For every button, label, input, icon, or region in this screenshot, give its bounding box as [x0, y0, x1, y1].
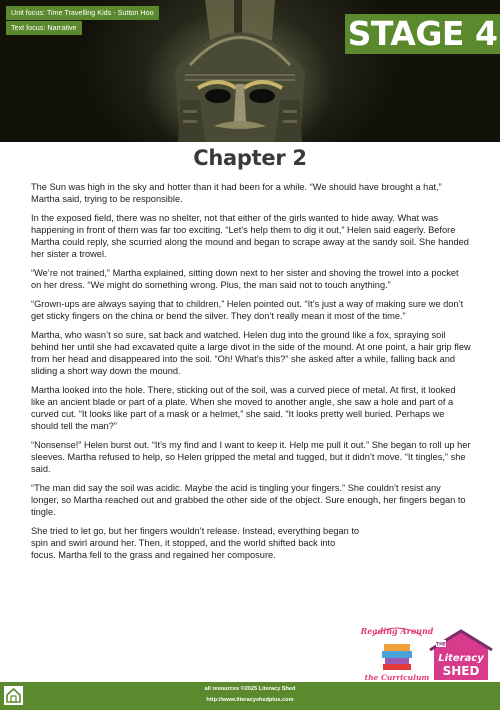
- paragraph: “We’re not trained,” Martha explained, sitting down next to her sister and shoving the trowel into a pocket on her dress. “We might do something wrong. Plus, the man said not to touch anything.”: [31, 268, 459, 291]
- paragraph: The Sun was high in the sky and hotter than it had been for a while. “We should have brought a hat,” Martha said, trying to be responsible.: [31, 182, 442, 205]
- paragraph: Martha looked into the hole. There, sticking out of the soil, was a curved piece of metal. At first, it looked like an ancient blade or part of a plate. When she moved to another angle, she saw a hole and part of a curved cut. “It looks like part of a mask or a helmet,” she said. “It looks pretty well buried. Perhaps we should tell the man?”: [31, 384, 456, 432]
- story-text: [31, 181, 471, 568]
- paragraph: Martha, who wasn’t so sure, sat back and watched. Helen dug into the ground like a fox, spraying soil behind her until she had excavated quite a large divot in the side of the mound. At one point, a hair grip flew from her head and disappeared into the soil. “Oh! What’s this?” she asked after a while, falling back and sliding a short way down the mound.: [31, 329, 471, 377]
- svg-text:THE: THE: [436, 642, 446, 648]
- footer-copyright: all resources ©2025 Literacy Shed: [204, 686, 296, 692]
- paragraph: In the exposed field, there was no shelter, not that either of the girls wanted to hide away. What was happening in front of them was far too exciting. “Let’s help them to dig it out,” Helen said eagerly. Before Martha could reply, she scurried along the mound and began to scrape away at the sandy soil. She handed her sister a trowel.: [31, 212, 469, 260]
- reading-around-curriculum-logo: [360, 622, 434, 684]
- literacy-shed-logo: [428, 630, 494, 682]
- header-banner: [0, 0, 500, 142]
- unit-focus-label: Unit focus: Time Travelling Kids - Sutton Hoo: [6, 6, 159, 20]
- svg-text:the Curriculum: the Curriculum: [364, 673, 430, 682]
- paragraph: “Nonsense!” Helen burst out. “It’s my find and I want to keep it. Help me pull it out.” She began to roll up her sleeves. Martha refused to help, so Helen gripped the metal and tugged, but it didn’t move. “It tingles,” she said.: [31, 440, 471, 475]
- chapter-title: Chapter 2: [193, 146, 307, 170]
- svg-text:Reading Around: Reading Around: [360, 626, 434, 636]
- paragraph: “The man did say the soil was acidic. Maybe the acid is tingling your fingers.” She couldn’t resist any longer, so Martha reached out and grabbed the other side of the object. Sure enough, her fingers began to tingle.: [31, 483, 466, 518]
- paragraph: “Grown-ups are always saying that to children,” Helen pointed out. “It’s just a way of making sure we don’t get sticky fingers on the china or bend the silver. They don’t really mean it most of the time.”: [31, 298, 464, 321]
- svg-text:Literacy: Literacy: [438, 653, 484, 664]
- paragraph: She tried to let go, but her fingers wouldn’t release. Instead, everything began to spin and swirl around her. Then, it stopped, and the world shifted back into focus. Martha fell to the grass and regained her composure.: [31, 526, 360, 561]
- stage-badge: STAGE 4: [345, 14, 500, 54]
- footer-bar: [0, 682, 500, 710]
- svg-text:SHED: SHED: [442, 664, 480, 678]
- footer-url[interactable]: http://www.literacyshedplus.com: [206, 697, 294, 703]
- text-focus-label: Text focus: Narrative: [6, 21, 82, 35]
